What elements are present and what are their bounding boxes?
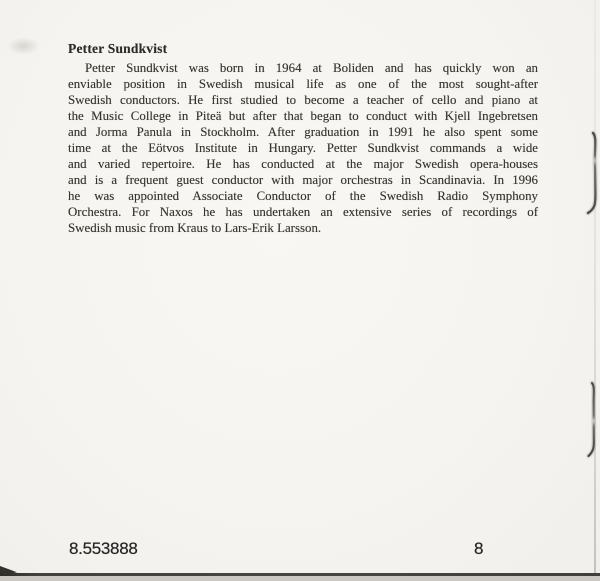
paragraph-line: and varied repertoire. He has conducted at the major Swedish opera-houses bbox=[68, 157, 538, 171]
paragraph-line: Swedish music from Kraus to Lars-Erik Larsson. bbox=[68, 221, 322, 235]
paragraph-line: enviable position in Swedish musical life as one of the most sought-after bbox=[68, 77, 538, 91]
biography-paragraph bbox=[68, 60, 538, 236]
paragraph-line: and Jorma Panula in Stockholm. After graduation in 1991 he also spent some bbox=[68, 125, 538, 139]
catalog-number: 8.553888 bbox=[69, 539, 138, 558]
page-number: 8 bbox=[474, 539, 484, 558]
paper-smudge bbox=[7, 37, 40, 55]
staple-bottom-icon bbox=[584, 379, 600, 466]
paragraph-line: Orchestra. For Naxos he has undertaken an extensive series of recordings of bbox=[68, 205, 538, 219]
right-page-edge bbox=[594, 0, 596, 575]
staple-top-icon bbox=[583, 128, 600, 223]
paragraph-line: and is a frequent guest conductor with major orchestras in Scandinavia. In 1996 bbox=[68, 173, 538, 187]
paragraph-line: Petter Sundkvist was born in 1964 at Boliden and has quickly won an bbox=[85, 61, 538, 75]
paragraph-line: Swedish conductors. He first studied to become a teacher of cello and piano at bbox=[68, 93, 538, 107]
page-title: Petter Sundkvist bbox=[68, 41, 168, 56]
paragraph-line: time at the Eötvos Institute in Hungary. Petter Sundkvist commands a wide bbox=[68, 141, 538, 155]
paragraph-line: the Music College in Piteä but after that began to conduct with Kjell Ingebretsen bbox=[68, 109, 538, 123]
scanner-background-strip bbox=[0, 576, 600, 581]
paragraph-line: he was appointed Associate Conductor of the Swedish Radio Symphony bbox=[68, 189, 538, 203]
